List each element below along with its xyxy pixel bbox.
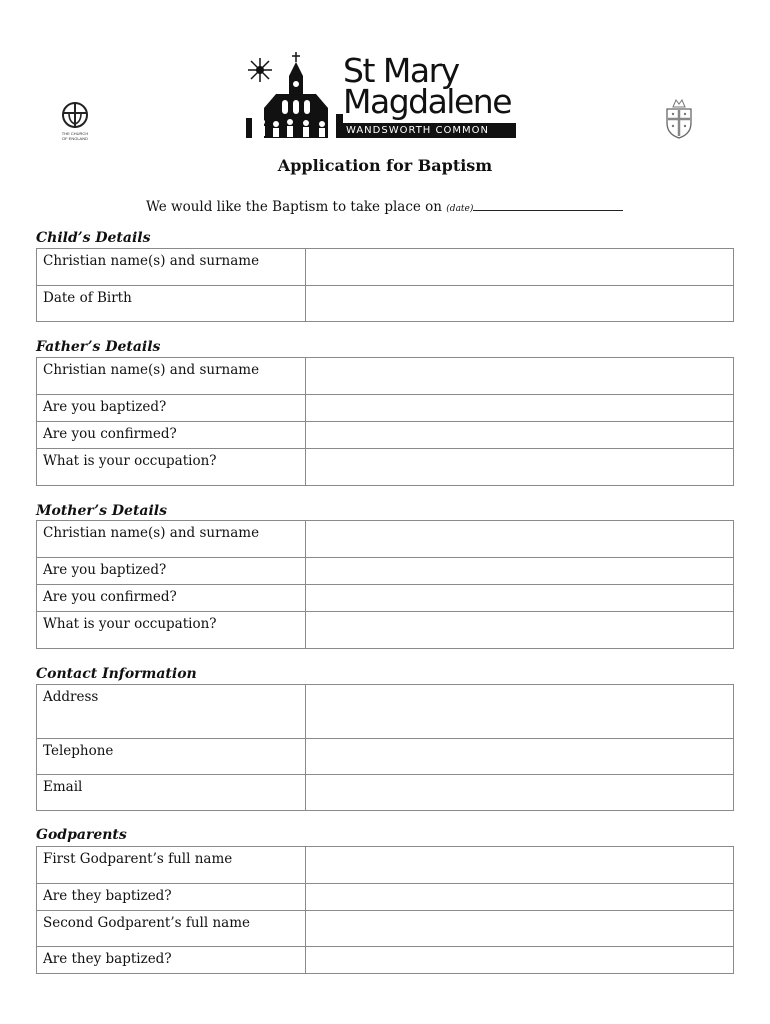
diocese-crest-icon bbox=[664, 97, 694, 143]
mother-confirmed-field[interactable] bbox=[306, 585, 734, 612]
section-heading-father: Father’s Details bbox=[36, 339, 161, 355]
field-label: What is your occupation? bbox=[37, 612, 306, 649]
table-row bbox=[37, 884, 734, 911]
section-heading-contact: Contact Information bbox=[36, 666, 197, 682]
field-label: What is your occupation? bbox=[37, 449, 306, 486]
field-label: Christian name(s) and surname bbox=[37, 249, 306, 286]
mother-baptized-field[interactable] bbox=[306, 558, 734, 585]
father-confirmed-field[interactable] bbox=[306, 422, 734, 449]
table-row bbox=[37, 685, 734, 739]
logo-text-st-mary: St Mary bbox=[343, 51, 459, 90]
father-baptized-field[interactable] bbox=[306, 395, 734, 422]
church-of-england-cross-icon bbox=[60, 100, 90, 130]
church-of-england-label: THE CHURCH OF ENGLAND bbox=[61, 131, 89, 141]
field-label: Are you confirmed? bbox=[37, 585, 306, 612]
field-label: Are you confirmed? bbox=[37, 422, 306, 449]
address-field[interactable] bbox=[306, 685, 734, 739]
table-row bbox=[37, 558, 734, 585]
table-row bbox=[37, 521, 734, 558]
field-label: Telephone bbox=[37, 739, 306, 775]
second-godparent-baptized-field[interactable] bbox=[306, 947, 734, 974]
child-name-field[interactable] bbox=[306, 249, 734, 286]
contact-info-table bbox=[36, 684, 734, 811]
st-mary-magdalene-logo bbox=[246, 52, 516, 138]
table-row bbox=[37, 947, 734, 974]
table-row bbox=[37, 585, 734, 612]
baptism-date-intro: We would like the Baptism to take place on bbox=[146, 199, 447, 215]
first-godparent-baptized-field[interactable] bbox=[306, 884, 734, 911]
baptism-date-field[interactable] bbox=[473, 198, 623, 211]
section-heading-child: Child’s Details bbox=[36, 230, 151, 246]
field-label: Christian name(s) and surname bbox=[37, 521, 306, 558]
table-row bbox=[37, 422, 734, 449]
section-heading-mother: Mother’s Details bbox=[36, 503, 168, 519]
godparents-table bbox=[36, 846, 734, 974]
table-row bbox=[37, 449, 734, 486]
child-details-table bbox=[36, 248, 734, 322]
child-dob-field[interactable] bbox=[306, 286, 734, 322]
field-label: Are they baptized? bbox=[37, 884, 306, 911]
table-row bbox=[37, 739, 734, 775]
second-godparent-name-field[interactable] bbox=[306, 911, 734, 947]
logo-text-wandsworth-common: WANDSWORTH COMMON bbox=[343, 123, 516, 138]
mother-occupation-field[interactable] bbox=[306, 612, 734, 649]
father-details-table bbox=[36, 357, 734, 486]
field-label: Are they baptized? bbox=[37, 947, 306, 974]
table-row bbox=[37, 286, 734, 322]
table-row bbox=[37, 911, 734, 947]
section-heading-godparents: Godparents bbox=[36, 827, 127, 843]
field-label: Address bbox=[37, 685, 306, 739]
table-row bbox=[37, 249, 734, 286]
page-title: Application for Baptism bbox=[277, 156, 493, 175]
table-row bbox=[37, 395, 734, 422]
church-silhouette-icon bbox=[246, 52, 343, 138]
father-name-field[interactable] bbox=[306, 358, 734, 395]
mother-details-table bbox=[36, 520, 734, 649]
logo-text-magdalene: Magdalene bbox=[343, 82, 511, 121]
father-occupation-field[interactable] bbox=[306, 449, 734, 486]
field-label: Date of Birth bbox=[37, 286, 306, 322]
mother-name-field[interactable] bbox=[306, 521, 734, 558]
field-label: Are you baptized? bbox=[37, 558, 306, 585]
field-label: Are you baptized? bbox=[37, 395, 306, 422]
field-label: Second Godparent’s full name bbox=[37, 911, 306, 947]
church-of-england-logo bbox=[56, 100, 94, 141]
table-row bbox=[37, 358, 734, 395]
first-godparent-name-field[interactable] bbox=[306, 847, 734, 884]
email-field[interactable] bbox=[306, 775, 734, 811]
telephone-field[interactable] bbox=[306, 739, 734, 775]
date-hint: (date) bbox=[446, 204, 474, 214]
field-label: Email bbox=[37, 775, 306, 811]
table-row bbox=[37, 612, 734, 649]
field-label: First Godparent’s full name bbox=[37, 847, 306, 884]
field-label: Christian name(s) and surname bbox=[37, 358, 306, 395]
baptism-date-line bbox=[146, 198, 623, 215]
table-row bbox=[37, 775, 734, 811]
table-row bbox=[37, 847, 734, 884]
